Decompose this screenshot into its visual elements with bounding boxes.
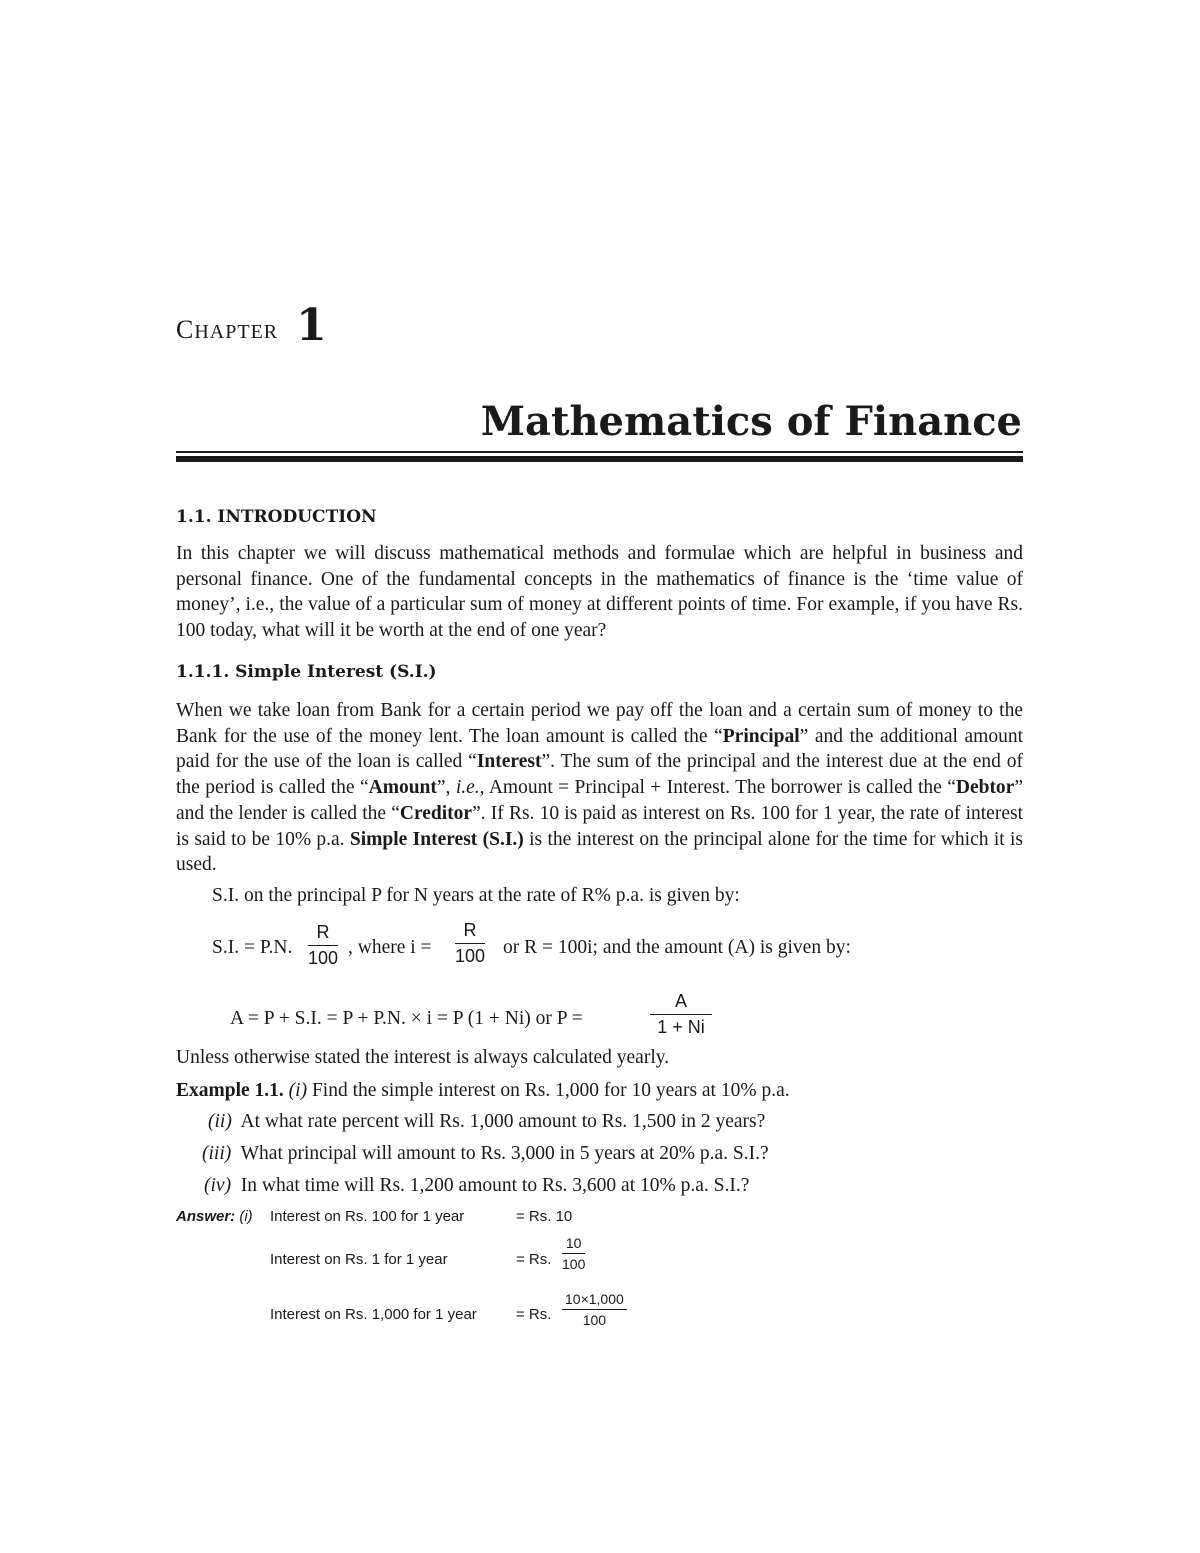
fraction-a-over-1-plus-ni: $\frac{A}{1 + Ni}$ [650, 991, 712, 1038]
example-item-1: Example 1.1. (i) Find the simple interest on Rs. 1,000 for 10 years at 10% p.a. [176, 1080, 790, 1101]
simple-interest-heading: 1.1.1. Simple Interest (S.I.) [176, 662, 437, 682]
formula-si-left: S.I. = P.N. [212, 937, 293, 958]
answer-row-1-right: = Rs. 10 [516, 1208, 573, 1225]
page-title: Mathematics of Finance [480, 398, 1022, 445]
formula-amount: A = P + S.I. = P + P.N. × i = P (1 + Ni) or P = [230, 1008, 583, 1029]
simple-interest-paragraph: When we take loan from Bank for a certain period we pay off the loan and a certain sum of money to the Bank for the use of the money lent. The loan amount is called the “Principal” and the additional amount paid for the use of the loan is called “Interest”. The sum of the principal and the interest due at the end of the period is called the “Amount”, i.e., Amount = Principal + Interest. The borrower is called the “Debtor” and the lender is called the “Creditor”. If Rs. 10 is paid as interest on Rs. 100 for 1 year, the rate of interest is said to be 10% p.a. Simple Interest (S.I.) is the interest on the principal alone for the time for which it is used. [176, 700, 1024, 876]
fraction-10x1000-over-100: $\frac{10\times 1,000}{100}$ [562, 1291, 627, 1328]
answer-row-3-right: = Rs. [516, 1306, 552, 1323]
example-item-4: (iv) In what time will Rs. 1,200 amount to Rs. 3,600 at 10% p.a. S.I.? [204, 1175, 750, 1196]
fraction-10-over-100: $\frac{10}{100}$ [562, 1235, 586, 1272]
answer-row-2-right: = Rs. [516, 1251, 552, 1268]
example-item-2: (ii) At what rate percent will Rs. 1,000 amount to Rs. 1,500 in 2 years? [208, 1111, 766, 1132]
fraction-i-r-over-100: $\frac{R}{100}$ [455, 920, 486, 966]
chapter-number: 1 [296, 300, 328, 351]
fraction-r-over-100: $\frac{R}{100}$ [308, 922, 339, 968]
answer-row-1-left: Interest on Rs. 100 for 1 year [270, 1208, 465, 1225]
title-rule-thick [176, 456, 1023, 462]
title-rule-thin [176, 451, 1023, 453]
answer-label: Answer: (i) [176, 1208, 253, 1225]
chapter-label-rest: HAPTER [194, 321, 279, 343]
answer-row-3-left: Interest on Rs. 1,000 for 1 year [270, 1306, 477, 1323]
formula-where-i: , where i = [348, 937, 432, 958]
intro-heading: 1.1. INTRODUCTION [176, 507, 377, 527]
answer-row-2-left: Interest on Rs. 1 for 1 year [270, 1251, 448, 1268]
unless-note: Unless otherwise stated the interest is always calculated yearly. [176, 1047, 670, 1068]
chapter-label-first: C [176, 315, 195, 344]
chapter-label [176, 300, 328, 351]
si-given-by: S.I. on the principal P for N years at the rate of R% p.a. is given by: [212, 885, 740, 906]
example-item-3: (iii) What principal will amount to Rs. 3,000 in 5 years at 20% p.a. S.I.? [202, 1143, 769, 1164]
formula-r-100i: or R = 100i; and the amount (A) is given by: [503, 937, 851, 958]
intro-paragraph: In this chapter we will discuss mathematical methods and formulae which are helpful in business and personal finance. One of the fundamental concepts in the mathematics of finance is the ‘time value of money’, i.e., the value of a particular sum of money at different points of time. For example, if you have Rs. 100 today, what will it be worth at the end of one year? [176, 543, 1023, 642]
